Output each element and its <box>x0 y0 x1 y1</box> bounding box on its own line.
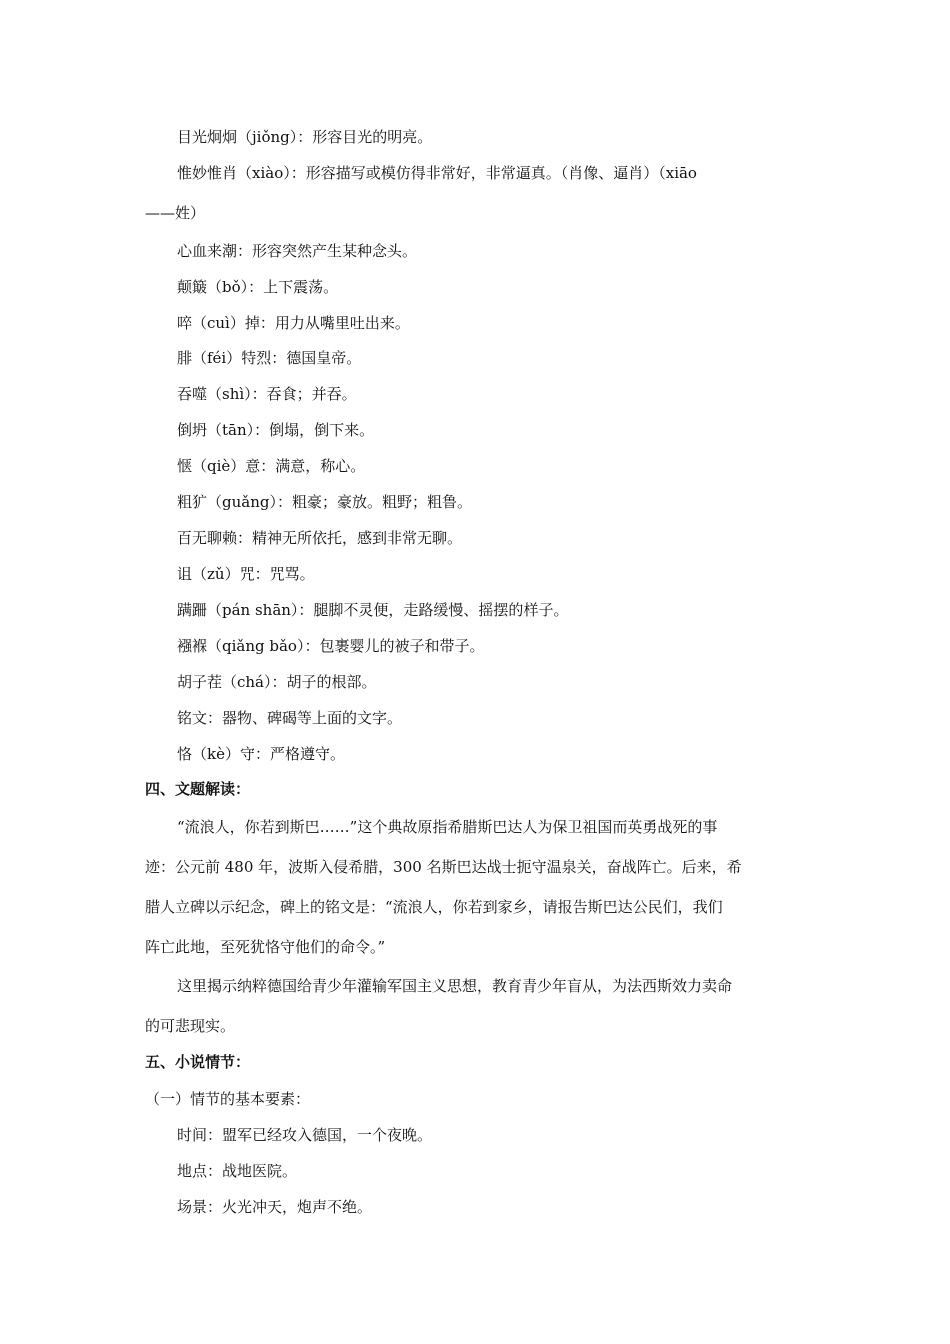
vocab-line-continuation: ——姓） <box>145 204 206 222</box>
vocab-line: 诅（zǔ）咒：咒骂。 <box>177 565 315 583</box>
vocab-line: 啐（cuì）掉：用力从嘴里吐出来。 <box>177 314 410 332</box>
vocab-line: 惟妙惟肖（xiào）：形容描写或模仿得非常好，非常逼真。（肖像、逼肖）（xiāo <box>177 164 697 182</box>
paragraph-line: 的可悲现实。 <box>145 1017 236 1035</box>
vocab-line: 吞噬（shì）：吞食；并吞。 <box>177 385 357 403</box>
paragraph-line: 迹：公元前 480 年，波斯入侵希腊，300 名斯巴达战士扼守温泉关，奋战阵亡。后来，希 <box>145 858 742 876</box>
vocab-line: 蹒跚（pán shān）：腿脚不灵便，走路缓慢、摇摆的样子。 <box>177 601 569 619</box>
vocab-line: 倒坍（tān）：倒塌，倒下来。 <box>177 421 375 439</box>
vocab-line: 目光炯炯（jiǒng）：形容目光的明亮。 <box>177 128 433 146</box>
list-item: 地点：战地医院。 <box>177 1162 298 1180</box>
vocab-line: 胡子茬（chá）：胡子的根部。 <box>177 673 377 691</box>
vocab-line: 颠簸（bǒ）：上下震荡。 <box>177 278 339 296</box>
vocab-line: 心血来潮：形容突然产生某种念头。 <box>177 242 418 260</box>
vocab-line: 襁褓（qiǎng bǎo）：包裹婴儿的被子和带子。 <box>177 637 485 655</box>
vocab-line: 百无聊赖：精神无所依托，感到非常无聊。 <box>177 529 463 547</box>
vocab-line: 惬（qiè）意：满意，称心。 <box>177 457 366 475</box>
list-item: 场景：火光冲天，炮声不绝。 <box>177 1198 373 1216</box>
section-heading: 四、文题解读： <box>145 780 251 798</box>
paragraph-line: 腊人立碑以示纪念，碑上的铭文是：“流浪人，你若到家乡，请报告斯巴达公民们，我们 <box>145 898 723 916</box>
section-heading: 五、小说情节： <box>145 1053 251 1071</box>
vocab-line: 恪（kè）守：严格遵守。 <box>177 745 345 763</box>
vocab-line: 铭文：器物、碑碣等上面的文字。 <box>177 709 403 727</box>
subsection-heading: （一）情节的基本要素： <box>145 1090 311 1108</box>
list-item: 时间：盟军已经攻入德国，一个夜晚。 <box>177 1126 433 1144</box>
vocab-line: 腓（féi）特烈：德国皇帝。 <box>177 349 362 367</box>
vocab-line: 粗犷（guǎng）：粗豪；豪放。粗野；粗鲁。 <box>177 493 472 511</box>
paragraph-line: 阵亡此地，至死犹恪守他们的命令。” <box>145 938 386 956</box>
paragraph-line: 这里揭示纳粹德国给青少年灌输军国主义思想，教育青少年盲从，为法西斯效力卖命 <box>177 977 733 995</box>
paragraph-line: “流浪人，你若到斯巴……”这个典故原指希腊斯巴达人为保卫祖国而英勇战死的事 <box>177 818 718 836</box>
